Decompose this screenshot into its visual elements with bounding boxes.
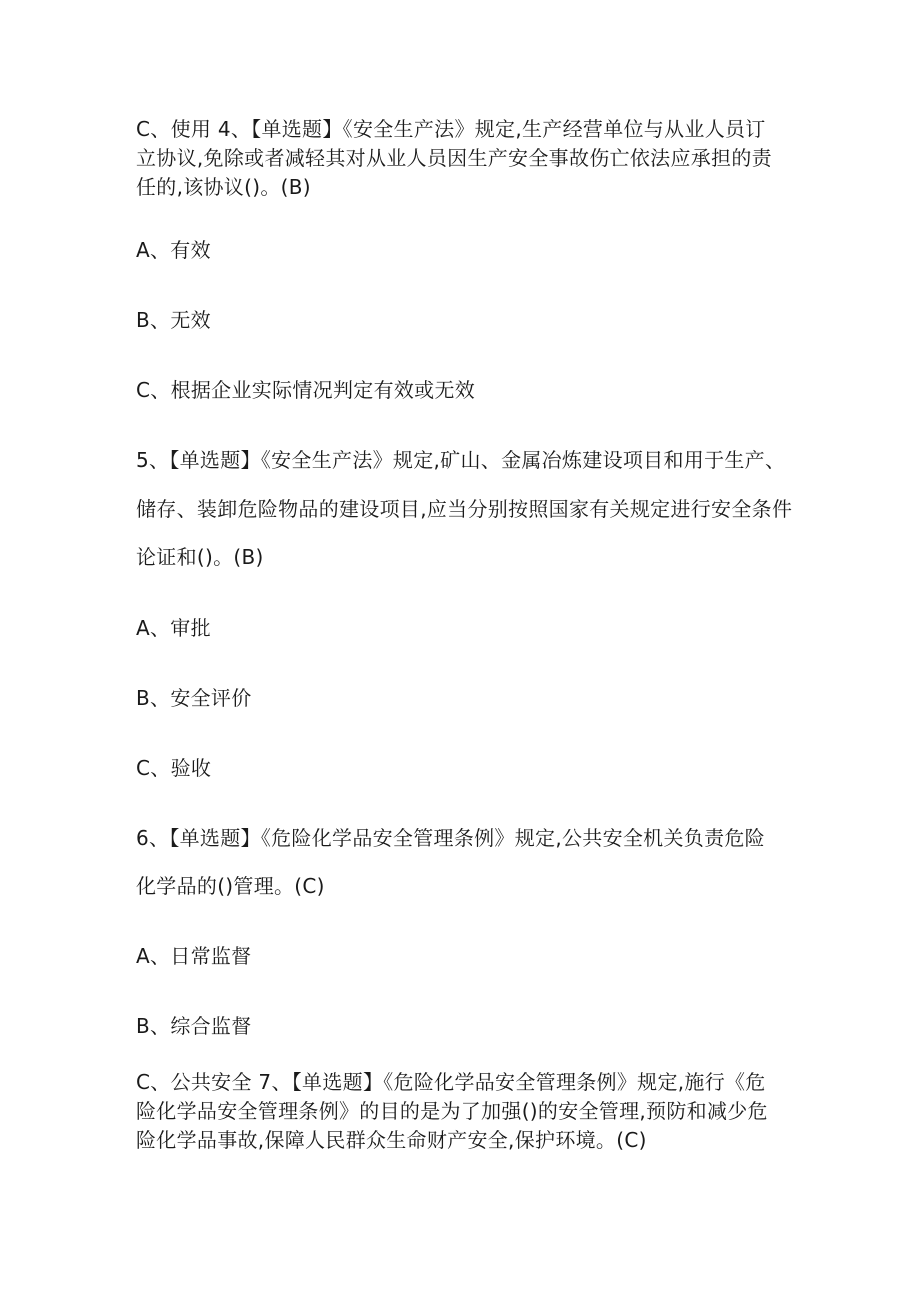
question-5-line-1: 5、【单选题】《安全生产法》规定,矿山、金属冶炼建设项目和用于生产、 xyxy=(136,448,786,472)
question-6-option-a: A、日常监督 xyxy=(136,944,252,968)
question-6-line-1: 6、【单选题】《危险化学品安全管理条例》规定,公共安全机关负责危险 xyxy=(136,826,765,850)
question-4-line-2: 立协议,免除或者减轻其对从业人员因生产安全事故伤亡依法应承担的责 xyxy=(136,146,772,170)
question-5-line-3: 论证和()。(B) xyxy=(136,545,264,569)
question-4-option-c: C、根据企业实际情况判定有效或无效 xyxy=(136,378,476,402)
question-6-line-2: 化学品的()管理。(C) xyxy=(136,874,325,898)
question-7-line-3: 险化学品事故,保障人民群众生命财产安全,保护环境。(C) xyxy=(136,1128,647,1152)
question-7-line-1: C、公共安全 7、【单选题】《危险化学品安全管理条例》规定,施行《危 xyxy=(136,1070,766,1094)
question-5-line-2: 储存、装卸危险物品的建设项目,应当分别按照国家有关规定进行安全条件 xyxy=(136,497,793,521)
question-5-option-a: A、审批 xyxy=(136,616,211,640)
question-5-option-c: C、验收 xyxy=(136,756,212,780)
question-6-option-b: B、综合监督 xyxy=(136,1014,252,1038)
question-4-option-a: A、有效 xyxy=(136,238,211,262)
question-4-line-1: C、使用 4、【单选题】《安全生产法》规定,生产经营单位与从业人员订 xyxy=(136,117,766,141)
question-7-line-2: 险化学品安全管理条例》的目的是为了加强()的安全管理,预防和减少危 xyxy=(136,1099,768,1123)
question-4-line-3: 任的,该协议()。(B) xyxy=(136,175,311,199)
question-5-option-b: B、安全评价 xyxy=(136,686,252,710)
question-4-option-b: B、无效 xyxy=(136,308,211,332)
